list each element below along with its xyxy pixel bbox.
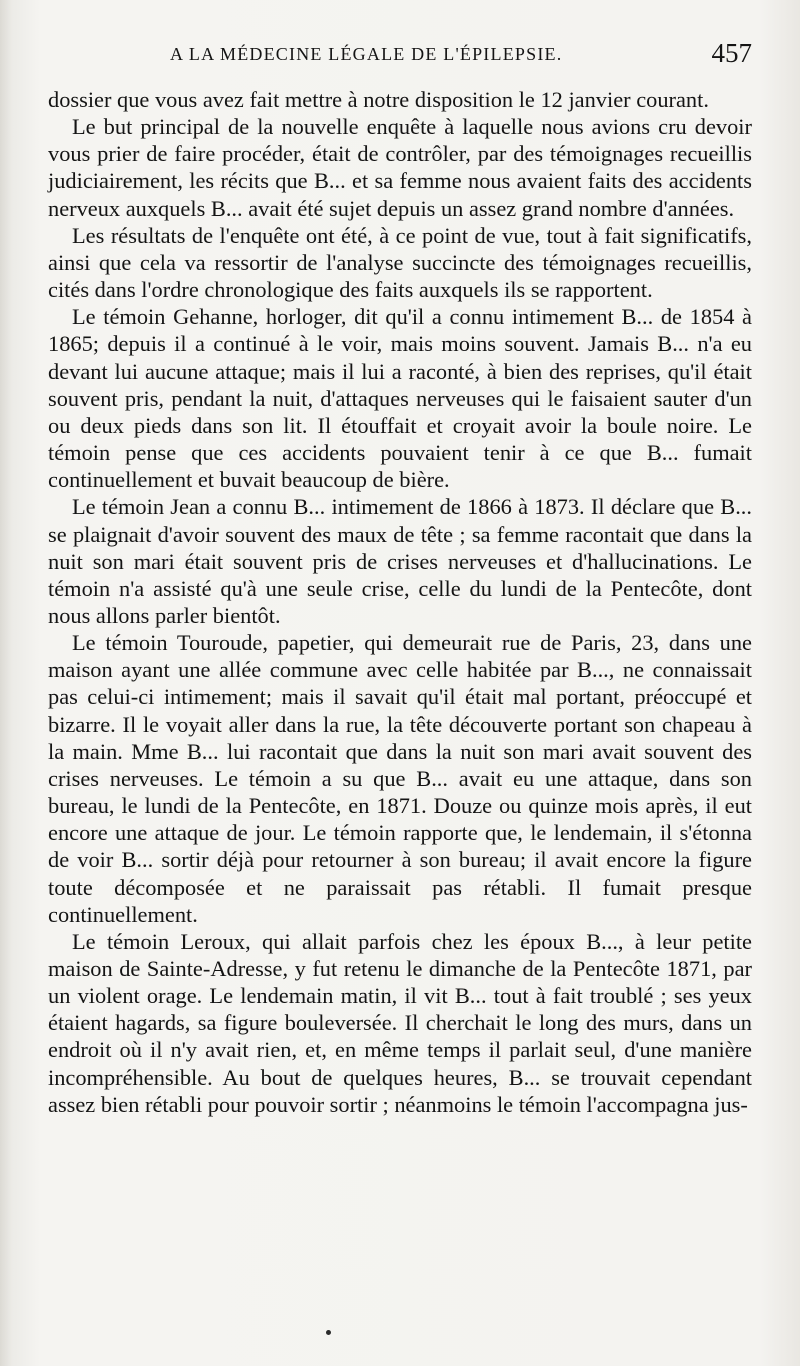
page-header bbox=[100, 38, 760, 78]
paragraph-continuation: dossier que vous avez fait mettre à notre disposition le 12 janvier courant. bbox=[48, 87, 709, 112]
paragraph-witness-leroux: Le témoin Leroux, qui allait parfois chez les époux B..., à leur petite maison de Sainte-Adresse, y fut retenu le dimanche de la Pentecôte 1871, par un violent orage. Le lendemain matin, il vit B... tout à fait troublé ; ses yeux étaient hagards, sa figure bouleversée. Il cherchait le long des murs, dans un endroit où il n'y avait rien, et, en même temps il parlait seul, d'une manière incompréhensible. Au bout de quelques heures, B... se trouvait cependant assez bien rétabli pour pouvoir sortir ; néanmoins le témoin l'accompagna jus- bbox=[48, 928, 752, 1117]
body-text bbox=[48, 86, 752, 1118]
paragraph-enquete-results: Les résultats de l'enquête ont été, à ce point de vue, tout à fait significatifs, ainsi que cela va ressortir de l'analyse succincte des témoignages recueillis, cités dans l'ordre chronologique des faits auxquels ils se rapportent. bbox=[48, 222, 752, 303]
footer-mark bbox=[326, 1330, 331, 1335]
page-number: 457 bbox=[711, 38, 752, 68]
paragraph-witness-gehanne: Le témoin Gehanne, horloger, dit qu'il a connu intimement B... de 1854 à 1865; depuis il a continué à le voir, mais moins souvent. Jamais B... n'a eu devant lui aucune attaque; mais il lui a raconté, à bien des reprises, qu'il était souvent pris, pendant la nuit, d'attaques nerveuses qui le faisaient sauter d'un ou deux pieds dans son lit. Il étouffait et croyait avoir la boule noire. Le témoin pense que ces accidents pouvaient tenir à ce que B... fumait continuellement et buvait beaucoup de bière. bbox=[48, 304, 752, 493]
paragraph-witness-jean: Le témoin Jean a connu B... intimement de 1866 à 1873. Il déclare que B... se plaignait d'avoir souvent des maux de tête ; sa femme racontait que dans la nuit son mari était souvent pris de crises nerveuses et d'hallucinations. Le témoin n'a assisté qu'à une seule crise, celle du lundi de la Pentecôte, dont nous allons parler bientôt. bbox=[48, 494, 752, 628]
paragraph-enquete-purpose: Le but principal de la nouvelle enquête à laquelle nous avions cru devoir vous prier de faire procéder, était de contrôler, par des témoignages recueillis judiciairement, les récits que B... et sa femme nous avaient faits des accidents nerveux auxquels B... avait été sujet depuis un assez grand nombre d'années. bbox=[48, 114, 752, 221]
running-title: A LA MÉDECINE LÉGALE DE L'ÉPILEPSIE. bbox=[170, 44, 563, 64]
paragraph-witness-touroude: Le témoin Touroude, papetier, qui demeurait rue de Paris, 23, dans une maison ayant une allée commune avec celle habitée par B..., ne connaissait pas celui-ci intimement; mais il savait qu'il était mal portant, préoccupé et bizarre. Il le voyait aller dans la rue, la tête découverte portant son chapeau à la main. Mme B... lui racontait que dans la nuit son mari avait souvent des crises nerveuses. Le témoin a su que B... avait eu une attaque, dans son bureau, le lundi de la Pentecôte, en 1871. Douze ou quinze mois après, il eut encore une attaque de jour. Le témoin rapporte que, le lendemain, il s'étonna de voir B... sortir déjà pour retourner à son bureau; il avait encore la figure toute décomposée et ne paraissait pas rétabli. Il fumait presque continuellement. bbox=[48, 630, 752, 927]
